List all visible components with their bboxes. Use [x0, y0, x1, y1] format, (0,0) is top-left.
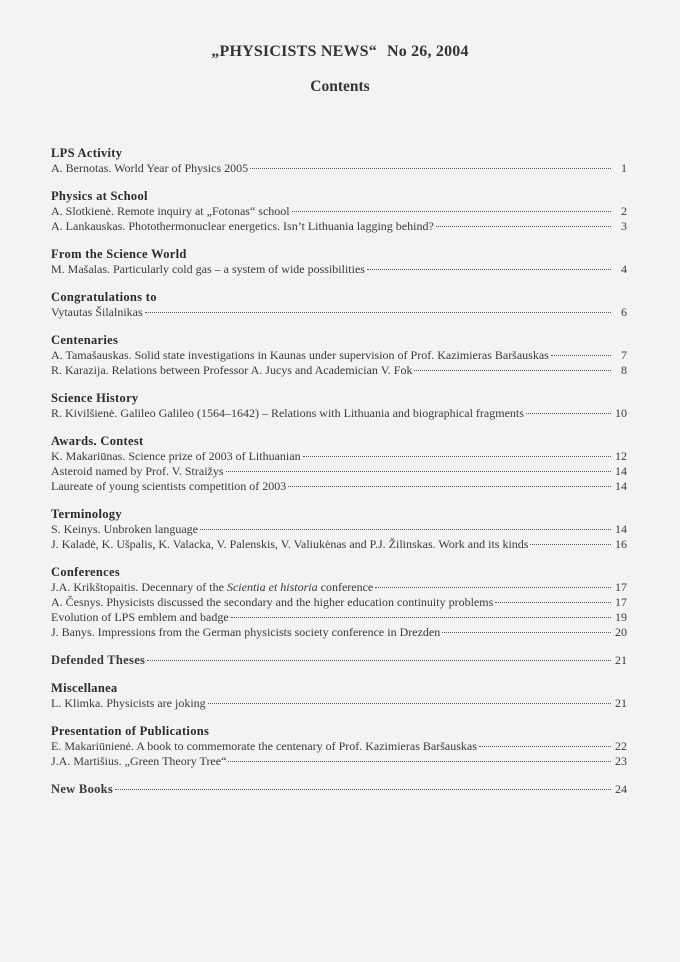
dot-leader	[208, 703, 611, 704]
toc-entry	[51, 348, 627, 363]
dot-leader	[147, 660, 611, 661]
entry-title: New Books	[51, 782, 114, 796]
toc-section	[51, 507, 627, 552]
page-number: 17	[615, 595, 627, 609]
page-number: 3	[621, 219, 627, 233]
toc-entry	[51, 595, 627, 610]
toc-section	[51, 247, 627, 277]
entry-title-part: conference	[317, 580, 374, 594]
entry-title: J.A. Martišius. „Green Theory Tree“	[51, 754, 227, 768]
table-of-contents	[51, 146, 627, 810]
toc-section	[51, 146, 627, 176]
section-title: Congratulations to	[51, 290, 157, 304]
dot-leader	[551, 355, 611, 356]
entry-title-part: J.A. Krikštopaitis. Decennary of the	[51, 580, 227, 594]
entry-title: R. Karazija. Relations between Professor A. Jucys and Academician V. Fok	[51, 363, 413, 377]
dot-leader	[115, 789, 611, 790]
page-number: 20	[615, 625, 627, 639]
dot-leader	[288, 486, 611, 487]
page-number: 14	[615, 479, 627, 493]
toc-entry	[51, 204, 627, 219]
dot-leader	[231, 617, 611, 618]
dot-leader	[436, 226, 611, 227]
page-number: 6	[621, 305, 627, 319]
entry-title: L. Klimka. Physicists are joking	[51, 696, 206, 710]
section-title: Presentation of Publications	[51, 724, 210, 738]
toc-entry	[51, 537, 627, 552]
entry-title: S. Keinys. Unbroken language	[51, 522, 198, 536]
toc-entry	[51, 464, 627, 479]
entry-title: A. Bernotas. World Year of Physics 2005	[51, 161, 249, 175]
dot-leader	[145, 312, 611, 313]
section-title: Terminology	[51, 507, 122, 521]
toc-section	[51, 290, 627, 320]
entry-title: A. Lankauskas. Photothermonuclear energetics. Isn’t Lithuania lagging behind?	[51, 219, 434, 233]
page-number: 22	[615, 739, 627, 753]
page-number: 7	[621, 348, 627, 362]
toc-entry	[51, 696, 627, 711]
page-number: 10	[615, 406, 627, 420]
toc-section	[51, 724, 627, 769]
toc-entry	[51, 610, 627, 625]
toc-entry	[51, 653, 627, 668]
entry-title: Evolution of LPS emblem and badge	[51, 610, 229, 624]
entry-title: A. Slotkienė. Remote inquiry at „Fotonas“ school	[51, 204, 290, 218]
dot-leader	[414, 370, 611, 371]
dot-leader	[375, 587, 611, 588]
page-number: 8	[621, 363, 627, 377]
toc-section	[51, 653, 627, 668]
page-number: 17	[615, 580, 627, 594]
page-number: 4	[621, 262, 627, 276]
journal-name: „PHYSICISTS NEWS“	[211, 43, 377, 60]
page-number: 14	[615, 464, 627, 478]
entry-title: Asteroid named by Prof. V. Straižys	[51, 464, 224, 478]
toc-entry	[51, 406, 627, 421]
entry-title: Defended Theses	[51, 653, 146, 667]
toc-section	[51, 681, 627, 711]
section-title: Awards. Contest	[51, 434, 144, 448]
toc-entry	[51, 522, 627, 537]
dot-leader	[250, 168, 611, 169]
toc-section	[51, 565, 627, 640]
toc-entry	[51, 219, 627, 234]
toc-entry	[51, 782, 627, 797]
page-number: 21	[615, 696, 627, 710]
entry-title: A. Česnys. Physicists discussed the secondary and the higher education continuity problems	[51, 595, 494, 609]
entry-title: K. Makariūnas. Science prize of 2003 of Lithuanian	[51, 449, 301, 463]
section-title: From the Science World	[51, 247, 187, 261]
toc-entry	[51, 754, 627, 769]
entry-title: Vytautas Šilalnikas	[51, 305, 143, 319]
dot-leader	[226, 471, 611, 472]
dot-leader	[292, 211, 611, 212]
entry-title	[51, 580, 373, 595]
issue-number: No 26, 2004	[386, 43, 469, 60]
contents-heading: Contents	[310, 78, 370, 95]
dot-leader	[495, 602, 611, 603]
dot-leader	[367, 269, 611, 270]
toc-entry	[51, 262, 627, 277]
page-number: 12	[615, 449, 627, 463]
toc-entry	[51, 580, 627, 595]
entry-title: A. Tamašauskas. Solid state investigations in Kaunas under supervision of Prof. Kazimieras Baršauskas	[51, 348, 549, 362]
journal-title	[0, 43, 680, 61]
page-number: 2	[621, 204, 627, 218]
dot-leader	[526, 413, 611, 414]
entry-title: R. Kivilšienė. Galileo Galileo (1564–1642) – Relations with Lithuania and biographical fragments	[51, 406, 524, 420]
entry-title-italic: Scientia et historia	[226, 580, 318, 594]
page-number: 16	[615, 537, 627, 551]
toc-section	[51, 391, 627, 421]
page-number: 23	[615, 754, 627, 768]
dot-leader	[442, 632, 611, 633]
page-number: 14	[615, 522, 627, 536]
section-title: Physics at School	[51, 189, 148, 203]
dot-leader	[530, 544, 611, 545]
entry-title: Laureate of young scientists competition of 2003	[51, 479, 287, 493]
toc-entry	[51, 739, 627, 754]
entry-title: J. Kaladė, K. Ušpalis, K. Valacka, V. Palenskis, V. Valiukėnas and P.J. Žilinskas. Work and its kinds	[51, 537, 529, 551]
page-number: 24	[615, 782, 627, 796]
toc-section	[51, 782, 627, 797]
toc-section	[51, 333, 627, 378]
toc-entry	[51, 363, 627, 378]
toc-entry	[51, 479, 627, 494]
dot-leader	[228, 761, 611, 762]
toc-entry	[51, 305, 627, 320]
section-title: Conferences	[51, 565, 121, 579]
dot-leader	[200, 529, 611, 530]
toc-entry	[51, 625, 627, 640]
toc-section	[51, 189, 627, 234]
entry-title: E. Makariūnienė. A book to commemorate the centenary of Prof. Kazimieras Baršauskas	[51, 739, 477, 753]
page-number: 21	[615, 653, 627, 667]
dot-leader	[479, 746, 611, 747]
page-number: 1	[621, 161, 627, 175]
section-title: Centenaries	[51, 333, 119, 347]
toc-section	[51, 434, 627, 494]
section-title: LPS Activity	[51, 146, 123, 160]
toc-entry	[51, 161, 627, 176]
toc-entry	[51, 449, 627, 464]
page-number: 19	[615, 610, 627, 624]
dot-leader	[303, 456, 611, 457]
entry-title: J. Banys. Impressions from the German physicists society conference in Drezden	[51, 625, 441, 639]
section-title: Miscellanea	[51, 681, 118, 695]
entry-title: M. Mašalas. Particularly cold gas – a system of wide possibilities	[51, 262, 365, 276]
section-title: Science History	[51, 391, 139, 405]
